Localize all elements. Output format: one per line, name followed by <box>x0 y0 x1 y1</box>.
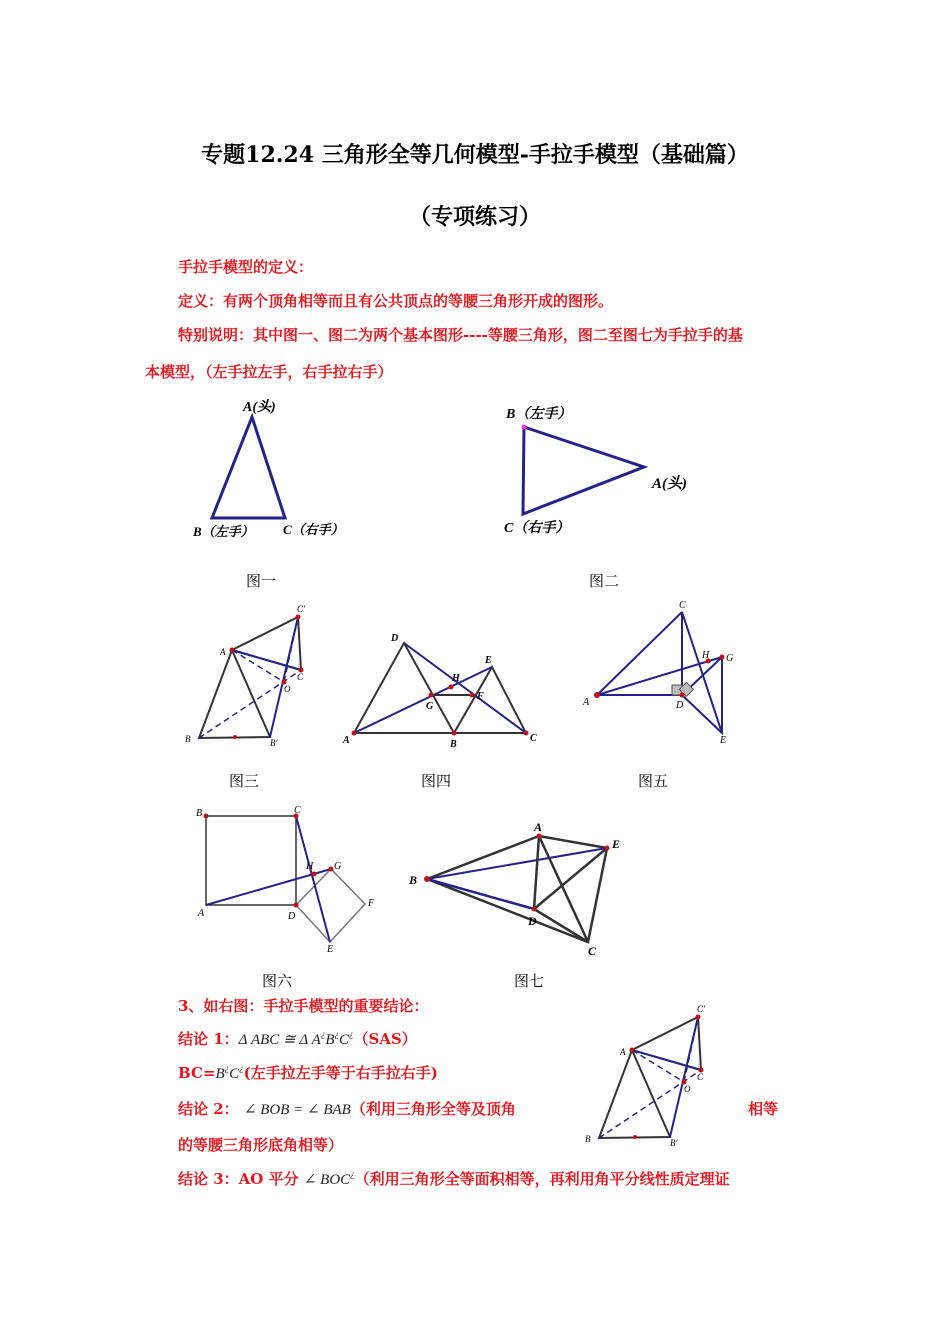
fig4-label-A: A <box>343 735 350 746</box>
bc-label: BC= <box>178 1064 216 1082</box>
fig7-label-A: A <box>534 820 543 834</box>
conclusion-3-sup: ¿ <box>350 1169 355 1179</box>
definition-heading: 手拉手模型的定义： <box>178 258 314 276</box>
figure-8 <box>580 1000 720 1150</box>
figure-5 <box>578 595 748 745</box>
fig7-label-B: B <box>409 873 418 887</box>
fig7-point-B <box>424 876 430 882</box>
conclusion-2 <box>178 1098 516 1119</box>
fig7-line-BE <box>427 848 607 879</box>
fig3-caption: 图三 <box>229 772 260 790</box>
fig6-label-F: F <box>368 898 375 909</box>
conclusion-1-math-left: Δ ABC ≅ Δ A <box>238 1032 321 1048</box>
fig6-point-H <box>312 872 317 877</box>
fig7-label-D: D <box>528 914 537 928</box>
conclusion-1-label: 结论 1： <box>178 1030 239 1048</box>
figure-6 <box>190 800 390 960</box>
fig5-point-G <box>720 655 725 660</box>
fig2-triangle <box>523 427 644 514</box>
fig5-label-E: E <box>720 735 727 746</box>
bc-math-B: B <box>215 1066 225 1082</box>
fig8-label-B: B <box>585 1134 591 1144</box>
fig4-label-G: G <box>426 701 434 712</box>
fig4-label-F: F <box>477 691 484 702</box>
fig7-point-A <box>537 834 542 839</box>
figure-1 <box>185 395 375 545</box>
note-line-1: 特别说明：其中图一、图二为两个基本图形----等腰三角形，图二至图七为手拉手的基 <box>178 326 743 344</box>
fig5-caption: 图五 <box>638 772 669 790</box>
page-title: 专题12.24 三角形全等几何模型-手拉手模型（基础篇） <box>201 142 749 168</box>
conclusion-2-math: ∠ BOB = ∠ BAB <box>243 1102 351 1118</box>
fig4-point-B <box>452 731 457 736</box>
conclusion-3-text-b: （利用三角形全等面积相等，再利用角平分线性质定理证 <box>354 1170 730 1188</box>
fig6-caption: 图六 <box>262 972 293 990</box>
fig4-label-H: H <box>452 673 460 684</box>
conclusion-1 <box>178 1028 417 1049</box>
fig6-label-D: D <box>288 911 296 922</box>
conclusion-1-sup-2: ¿ <box>334 1029 339 1039</box>
fig3-triangle-ACpC <box>232 617 301 670</box>
conclusion-3-text-a: AO 平分 <box>238 1170 299 1188</box>
fig8-line-CpBp <box>670 1017 698 1137</box>
fig6-label-E: E <box>327 944 334 955</box>
fig1-triangle <box>212 417 285 518</box>
fig2-caption: 图二 <box>589 572 620 590</box>
fig3-triangle-ABBp <box>199 650 270 738</box>
fig7-label-C: C <box>588 944 597 958</box>
fig7-point-E <box>605 846 610 851</box>
fig3-label-B: B <box>185 734 191 744</box>
fig7-point-D <box>532 907 537 912</box>
fig8-point-mid <box>633 1135 637 1139</box>
fig6-label-H: H <box>306 861 314 872</box>
fig3-label-Bp: B' <box>270 738 278 748</box>
fig4-triangle-BCE <box>454 667 526 733</box>
fig8-label-Cp: C' <box>697 1004 705 1014</box>
fig8-line-AC <box>632 1050 701 1070</box>
fig4-label-E: E <box>485 655 492 666</box>
fig3-label-A: A <box>220 647 226 657</box>
fig2-label-A: A(头) <box>652 476 687 492</box>
fig8-triangle-ABBp <box>599 1050 670 1138</box>
fig7-line-AD <box>534 836 539 909</box>
conclusion-1-math-C: C <box>338 1032 349 1048</box>
fig4-line-DC <box>404 643 526 733</box>
fig4-point-G <box>429 693 434 698</box>
fig2-label-C: C（右手） <box>504 521 570 536</box>
fig5-label-A: A <box>583 697 590 708</box>
definition-text: 定义：有两个顶角相等而且有公共顶点的等腰三角形开成的图形。 <box>178 292 614 310</box>
fig5-point-A <box>594 692 600 698</box>
conclusion-1-tail: （SAS） <box>353 1030 417 1048</box>
fig6-square-DGFE <box>296 869 365 942</box>
figure-3 <box>180 600 320 750</box>
fig7-line-BD <box>427 879 534 909</box>
fig6-label-C: C <box>294 805 301 816</box>
fig7-label-E: E <box>612 837 621 851</box>
fig5-label-H: H <box>702 650 710 661</box>
figure-4 <box>335 625 545 750</box>
fig5-label-D: D <box>676 700 684 711</box>
conclusion-1-math-B: B <box>325 1032 335 1048</box>
fig4-point-H <box>449 685 454 690</box>
fig3-label-Cp: C' <box>297 604 305 614</box>
fig6-point-D <box>294 903 299 908</box>
fig4-label-C: C <box>530 733 537 744</box>
bc-sup-2: ¿ <box>239 1063 244 1073</box>
bc-tail: (左手拉左手等于右手拉右手) <box>243 1064 438 1082</box>
conclusion-2-label: 结论 2： <box>178 1100 239 1118</box>
figure-2 <box>500 398 710 543</box>
fig5-label-G: G <box>726 653 734 664</box>
fig3-point-A <box>230 648 235 653</box>
fig6-point-G <box>329 867 334 872</box>
fig6-label-B: B <box>196 808 203 819</box>
bc-equality <box>178 1062 438 1083</box>
fig6-label-G: G <box>334 861 342 872</box>
note-line-2: 本模型，（左手拉左手，右手拉右手） <box>145 363 393 381</box>
fig3-line-CpBp <box>270 617 298 737</box>
fig1-label-A: A(头) <box>243 400 276 415</box>
fig6-label-A: A <box>198 908 205 919</box>
bc-sup-1: ¿ <box>224 1063 230 1073</box>
conclusion-2-text: （利用三角形全等及顶角 <box>350 1100 516 1118</box>
fig2-point-B <box>522 425 527 430</box>
fig4-triangle-ABD <box>354 643 454 733</box>
fig4-point-F <box>470 693 475 698</box>
fig8-point-A <box>630 1048 635 1053</box>
fig3-line-AC <box>232 650 301 670</box>
fig1-caption: 图一 <box>246 572 277 590</box>
fig5-point-D <box>680 693 685 698</box>
fig1-label-C: C（右手） <box>283 522 344 537</box>
conclusion-2-line-2: 的等腰三角形底角相等） <box>178 1136 344 1154</box>
figure-7 <box>400 815 630 965</box>
fig8-label-A: A <box>620 1047 626 1057</box>
fig1-label-B: B（左手） <box>193 524 254 539</box>
fig6-point-B <box>204 814 209 819</box>
fig8-triangle-ACpC <box>632 1017 701 1070</box>
conclusion-2-end: 相等 <box>748 1100 779 1118</box>
fig8-label-C: C <box>697 1072 704 1082</box>
fig4-label-B: B <box>450 739 457 750</box>
page-subtitle: （专项练习） <box>408 204 541 230</box>
fig4-point-C <box>524 731 529 736</box>
conclusions-heading: 3、如右图：手拉手模型的重要结论： <box>178 997 429 1015</box>
fig3-point-Cp <box>296 615 301 620</box>
fig2-label-B: B（左手） <box>506 407 572 422</box>
conclusion-1-sup-1: ¿ <box>320 1029 326 1039</box>
fig8-label-O: O <box>684 1084 691 1094</box>
fig3-label-C: C <box>297 672 304 682</box>
fig7-caption: 图七 <box>514 972 545 990</box>
conclusion-1-sup-3: ¿ <box>349 1029 354 1039</box>
fig8-point-Cp <box>696 1015 701 1020</box>
fig4-label-D: D <box>391 633 399 644</box>
fig4-point-A <box>352 731 357 736</box>
conclusion-3 <box>178 1168 730 1189</box>
fig4-caption: 图四 <box>421 772 452 790</box>
fig3-label-O: O <box>284 684 291 694</box>
conclusion-3-math: ∠ BOC <box>303 1172 351 1188</box>
fig5-label-C: C <box>679 600 686 611</box>
fig3-point-mid <box>233 735 237 739</box>
fig8-label-Bp: B' <box>670 1138 678 1148</box>
conclusion-3-label: 结论 3： <box>178 1170 239 1188</box>
bc-math-C: C <box>229 1066 240 1082</box>
